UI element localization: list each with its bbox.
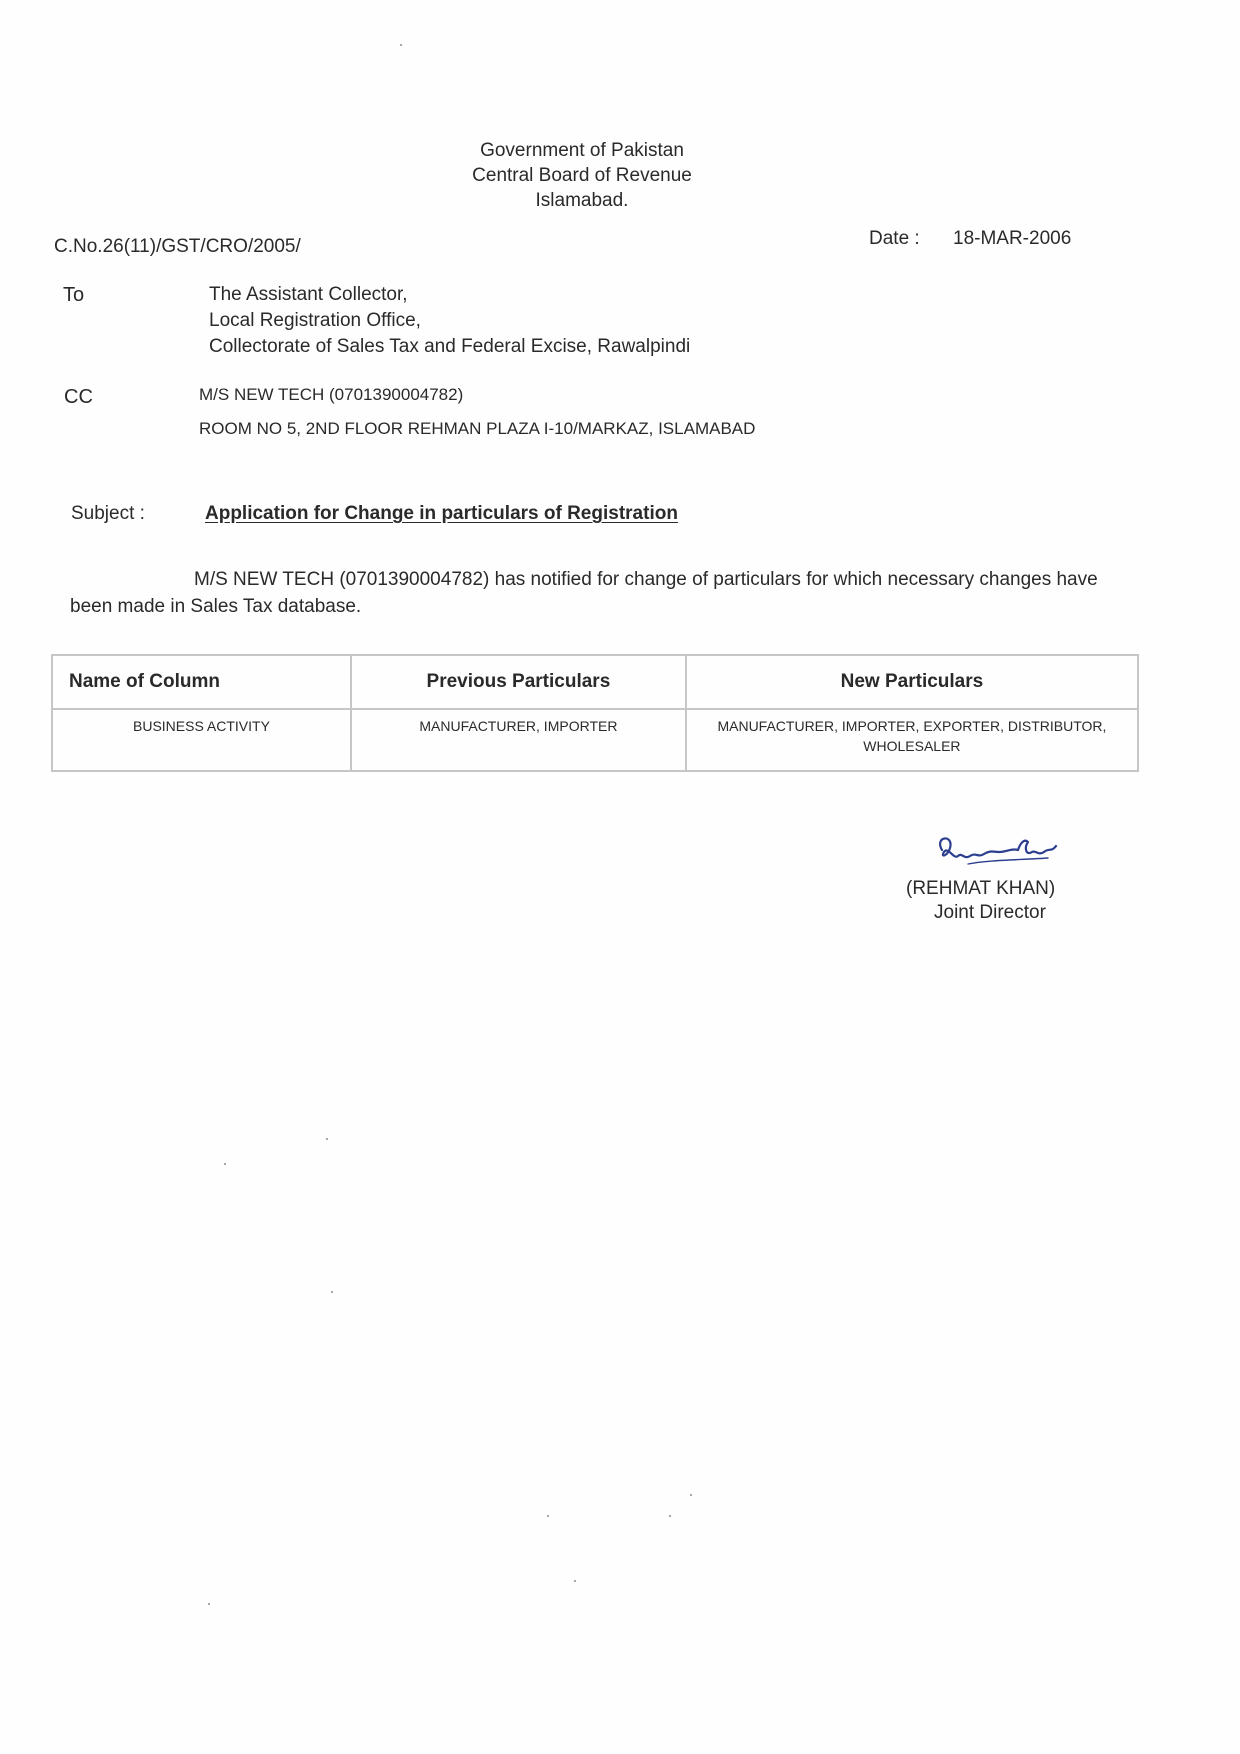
letterhead-city: Islamabad. [535, 190, 629, 211]
addressee-line: The Assistant Collector, [209, 284, 408, 305]
subject-text: Application for Change in particulars of Registration [205, 503, 678, 524]
addressee-line: Collectorate of Sales Tax and Federal Excise, Rawalpindi [209, 336, 691, 357]
letterhead-government: Government of Pakistan [480, 140, 684, 161]
table-header-row [52, 655, 1138, 709]
addressee-line: Local Registration Office, [209, 310, 421, 331]
cc-label: CC [64, 386, 93, 408]
letterhead-board: Central Board of Revenue [472, 165, 692, 186]
signatory-title: Joint Director [934, 902, 1046, 923]
date-label: Date : [869, 228, 920, 249]
cc-line: M/S NEW TECH (0701390004782) [199, 385, 464, 404]
cc-line: ROOM NO 5, 2ND FLOOR REHMAN PLAZA I-10/MARKAZ, ISLAMABAD [199, 419, 756, 438]
scan-speck [224, 1163, 226, 1165]
cell-new-particulars: MANUFACTURER, IMPORTER, EXPORTER, DISTRIBUTOR, WHOLESALER [686, 709, 1138, 771]
cell-previous-particulars: MANUFACTURER, IMPORTER [351, 709, 686, 771]
scan-speck [669, 1515, 671, 1517]
scan-speck [331, 1291, 333, 1293]
to-label: To [63, 284, 85, 306]
handwritten-signature [928, 830, 1068, 880]
column-header-previous: Previous Particulars [351, 655, 686, 709]
scan-speck [208, 1603, 210, 1605]
table-row [52, 709, 1138, 771]
column-header-name: Name of Column [52, 655, 351, 709]
cell-column-name: BUSINESS ACTIVITY [52, 709, 351, 771]
date-value: 18-MAR-2006 [953, 228, 1072, 249]
scan-speck [690, 1494, 692, 1496]
scan-speck [574, 1580, 576, 1582]
reference-number: C.No.26(11)/GST/CRO/2005/ [54, 236, 301, 257]
scan-speck [326, 1138, 328, 1140]
scan-speck [547, 1515, 549, 1517]
subject-label: Subject : [71, 503, 145, 524]
signatory-name: (REHMAT KHAN) [906, 878, 1056, 899]
column-header-new: New Particulars [686, 655, 1138, 709]
body-paragraph: M/S NEW TECH (0701390004782) has notified for change of particulars for which necessary changes have been made in Sales Tax database. [70, 569, 1098, 617]
particulars-table [51, 654, 1139, 772]
scan-speck [400, 44, 402, 46]
